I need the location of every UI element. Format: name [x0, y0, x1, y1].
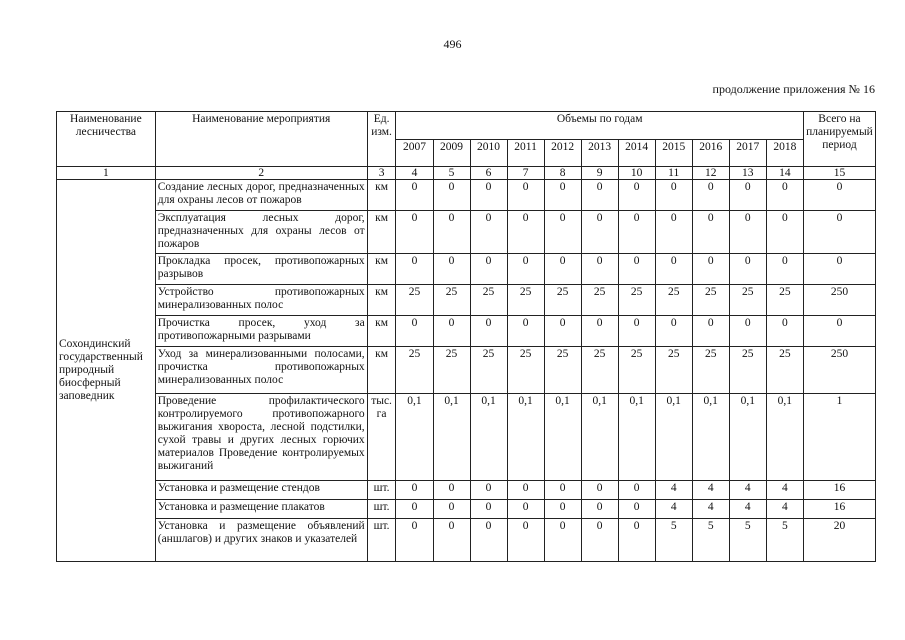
year-value: 25: [618, 347, 655, 394]
year-value: 25: [655, 285, 692, 316]
column-number: 12: [692, 167, 729, 180]
year-value: 25: [433, 285, 470, 316]
unit: км: [367, 254, 396, 285]
column-number: 4: [396, 167, 433, 180]
year-value: 0,1: [544, 394, 581, 481]
year-value: 0,1: [470, 394, 507, 481]
event-name: Прочистка просек, уход за противопожарными разрывами: [155, 316, 367, 347]
header-event: Наименование мероприятия: [155, 112, 367, 167]
table-row: [57, 394, 876, 481]
forestry-name: Сохондинский государственный природный биосферный заповедник: [57, 180, 156, 562]
year-value: 0: [581, 254, 618, 285]
year-value: 0: [618, 500, 655, 519]
year-value: 0: [766, 316, 803, 347]
event-name: Эксплуатация лесных дорог, предназначенных для охраны лесов от пожаров: [155, 211, 367, 254]
year-value: 4: [692, 481, 729, 500]
year-value: 0: [581, 481, 618, 500]
year-value: 25: [692, 285, 729, 316]
year-value: 0,1: [433, 394, 470, 481]
year-value: 0,1: [729, 394, 766, 481]
year-value: 25: [433, 347, 470, 394]
header-year: 2016: [692, 139, 729, 167]
year-value: 0: [396, 500, 433, 519]
table-row: [57, 481, 876, 500]
event-name: Установка и размещение объявлений (аншлагов) и других знаков и указателей: [155, 519, 367, 562]
year-value: 25: [396, 347, 433, 394]
year-value: 0: [544, 481, 581, 500]
year-value: 0: [433, 180, 470, 211]
year-value: 0: [766, 211, 803, 254]
year-value: 25: [581, 285, 618, 316]
year-value: 0: [470, 211, 507, 254]
year-value: 0,1: [507, 394, 544, 481]
year-value: 0: [433, 316, 470, 347]
year-value: 0: [766, 180, 803, 211]
year-value: 0: [729, 211, 766, 254]
unit: км: [367, 211, 396, 254]
column-number: 10: [618, 167, 655, 180]
year-value: 0: [470, 519, 507, 562]
year-value: 0: [396, 519, 433, 562]
year-value: 25: [581, 347, 618, 394]
table-body: [57, 167, 876, 562]
year-value: 0: [655, 316, 692, 347]
year-value: 25: [729, 285, 766, 316]
year-value: 0: [396, 180, 433, 211]
year-value: 0: [433, 519, 470, 562]
unit: км: [367, 180, 396, 211]
unit: шт.: [367, 500, 396, 519]
table-row: [57, 254, 876, 285]
year-value: 0: [544, 211, 581, 254]
year-value: 0: [618, 211, 655, 254]
year-value: 0: [618, 481, 655, 500]
column-number: 14: [766, 167, 803, 180]
year-value: 0,1: [581, 394, 618, 481]
year-value: 0: [655, 180, 692, 211]
event-name: Проведение профилактического контролируемого противопожарного выжигания хвороста, лесной подстилки, сухой травы и других лесных горючих материалов Проведение контролируемых выжиганий: [155, 394, 367, 481]
year-value: 4: [766, 481, 803, 500]
event-name: Устройство противопожарных минерализованных полос: [155, 285, 367, 316]
year-value: 25: [766, 285, 803, 316]
year-value: 0: [655, 211, 692, 254]
year-value: 0,1: [655, 394, 692, 481]
appendix-note: продолжение приложения № 16: [712, 82, 875, 96]
column-number-row: [57, 167, 876, 180]
year-value: 0,1: [396, 394, 433, 481]
year-value: 25: [470, 347, 507, 394]
unit: км: [367, 347, 396, 394]
year-value: 0: [618, 316, 655, 347]
year-value: 0: [396, 316, 433, 347]
year-value: 0: [507, 500, 544, 519]
total-value: 1: [803, 394, 875, 481]
year-value: 0: [396, 481, 433, 500]
column-number: 3: [367, 167, 396, 180]
unit: тыс. га: [367, 394, 396, 481]
year-value: 25: [692, 347, 729, 394]
activities-table: [56, 111, 876, 562]
year-value: 0: [470, 180, 507, 211]
event-name: Установка и размещение плакатов: [155, 500, 367, 519]
year-value: 0: [433, 254, 470, 285]
year-value: 25: [396, 285, 433, 316]
total-value: 250: [803, 285, 875, 316]
table-row: [57, 500, 876, 519]
year-value: 0: [618, 519, 655, 562]
year-value: 0,1: [766, 394, 803, 481]
header-year: 2009: [433, 139, 470, 167]
table-row: [57, 211, 876, 254]
year-value: 0: [581, 180, 618, 211]
year-value: 0: [729, 180, 766, 211]
year-value: 0: [618, 254, 655, 285]
table-row: [57, 347, 876, 394]
year-value: 0: [544, 316, 581, 347]
year-value: 25: [507, 285, 544, 316]
year-value: 0: [729, 254, 766, 285]
header-volumes: Объемы по годам: [396, 112, 803, 140]
event-name: Создание лесных дорог, предназначенных для охраны лесов от пожаров: [155, 180, 367, 211]
year-value: 0: [581, 316, 618, 347]
header-year: 2012: [544, 139, 581, 167]
total-value: 0: [803, 316, 875, 347]
page-number: 496: [443, 37, 462, 51]
year-value: 0,1: [618, 394, 655, 481]
year-value: 0: [544, 500, 581, 519]
year-value: 25: [544, 285, 581, 316]
column-number: 7: [507, 167, 544, 180]
year-value: 25: [729, 347, 766, 394]
header-year: 2018: [766, 139, 803, 167]
year-value: 25: [544, 347, 581, 394]
year-value: 0: [507, 316, 544, 347]
year-value: 5: [766, 519, 803, 562]
year-value: 0: [692, 254, 729, 285]
header-year: 2013: [581, 139, 618, 167]
year-value: 0: [470, 481, 507, 500]
year-value: 0: [507, 211, 544, 254]
header-year: 2010: [470, 139, 507, 167]
year-value: 0: [396, 211, 433, 254]
total-value: 0: [803, 180, 875, 211]
year-value: 25: [766, 347, 803, 394]
year-value: 0: [507, 519, 544, 562]
year-value: 25: [618, 285, 655, 316]
column-number: 9: [581, 167, 618, 180]
year-value: 0: [433, 481, 470, 500]
year-value: 25: [655, 347, 692, 394]
year-value: 0: [692, 211, 729, 254]
event-name: Прокладка просек, противопожарных разрывов: [155, 254, 367, 285]
header-year: 2011: [507, 139, 544, 167]
column-number: 8: [544, 167, 581, 180]
year-value: 4: [766, 500, 803, 519]
header-forestry: Наименование лесничества: [57, 112, 156, 167]
year-value: 4: [729, 481, 766, 500]
year-value: 0: [581, 519, 618, 562]
header-year: 2015: [655, 139, 692, 167]
event-name: Установка и размещение стендов: [155, 481, 367, 500]
year-value: 0: [470, 500, 507, 519]
total-value: 16: [803, 481, 875, 500]
unit: шт.: [367, 481, 396, 500]
year-value: 4: [729, 500, 766, 519]
header-year: 2017: [729, 139, 766, 167]
header-year: 2007: [396, 139, 433, 167]
table-row: [57, 180, 876, 211]
year-value: 5: [729, 519, 766, 562]
year-value: 25: [470, 285, 507, 316]
column-number: 11: [655, 167, 692, 180]
table-row: [57, 285, 876, 316]
unit: шт.: [367, 519, 396, 562]
total-value: 16: [803, 500, 875, 519]
year-value: 25: [507, 347, 544, 394]
column-number: 13: [729, 167, 766, 180]
unit: км: [367, 285, 396, 316]
year-value: 0: [655, 254, 692, 285]
year-value: 0: [692, 316, 729, 347]
header-row: [57, 112, 876, 140]
column-number: 5: [433, 167, 470, 180]
year-value: 0: [581, 211, 618, 254]
table-row: [57, 316, 876, 347]
year-value: 0: [507, 180, 544, 211]
column-number: 2: [155, 167, 367, 180]
total-value: 0: [803, 211, 875, 254]
header-unit: Ед. изм.: [367, 112, 396, 167]
year-value: 5: [692, 519, 729, 562]
event-name: Уход за минерализованными полосами, прочистка противопожарных минерализованных полос: [155, 347, 367, 394]
unit: км: [367, 316, 396, 347]
year-value: 0: [470, 254, 507, 285]
total-value: 20: [803, 519, 875, 562]
table-row: [57, 519, 876, 562]
column-number: 15: [803, 167, 875, 180]
year-value: 0: [396, 254, 433, 285]
year-value: 0: [618, 180, 655, 211]
total-value: 0: [803, 254, 875, 285]
header-total: Всего на планируемый период: [803, 112, 875, 167]
column-number: 1: [57, 167, 156, 180]
year-value: 0: [507, 481, 544, 500]
total-value: 250: [803, 347, 875, 394]
column-number: 6: [470, 167, 507, 180]
year-value: 0: [470, 316, 507, 347]
year-value: 0,1: [692, 394, 729, 481]
year-value: 0: [729, 316, 766, 347]
year-value: 0: [433, 211, 470, 254]
year-value: 5: [655, 519, 692, 562]
year-value: 0: [544, 254, 581, 285]
year-value: 0: [692, 180, 729, 211]
header-year: 2014: [618, 139, 655, 167]
year-value: 0: [766, 254, 803, 285]
year-value: 0: [507, 254, 544, 285]
year-value: 4: [655, 481, 692, 500]
year-value: 4: [692, 500, 729, 519]
year-value: 0: [544, 519, 581, 562]
year-value: 0: [433, 500, 470, 519]
year-value: 0: [544, 180, 581, 211]
year-value: 0: [581, 500, 618, 519]
year-value: 4: [655, 500, 692, 519]
